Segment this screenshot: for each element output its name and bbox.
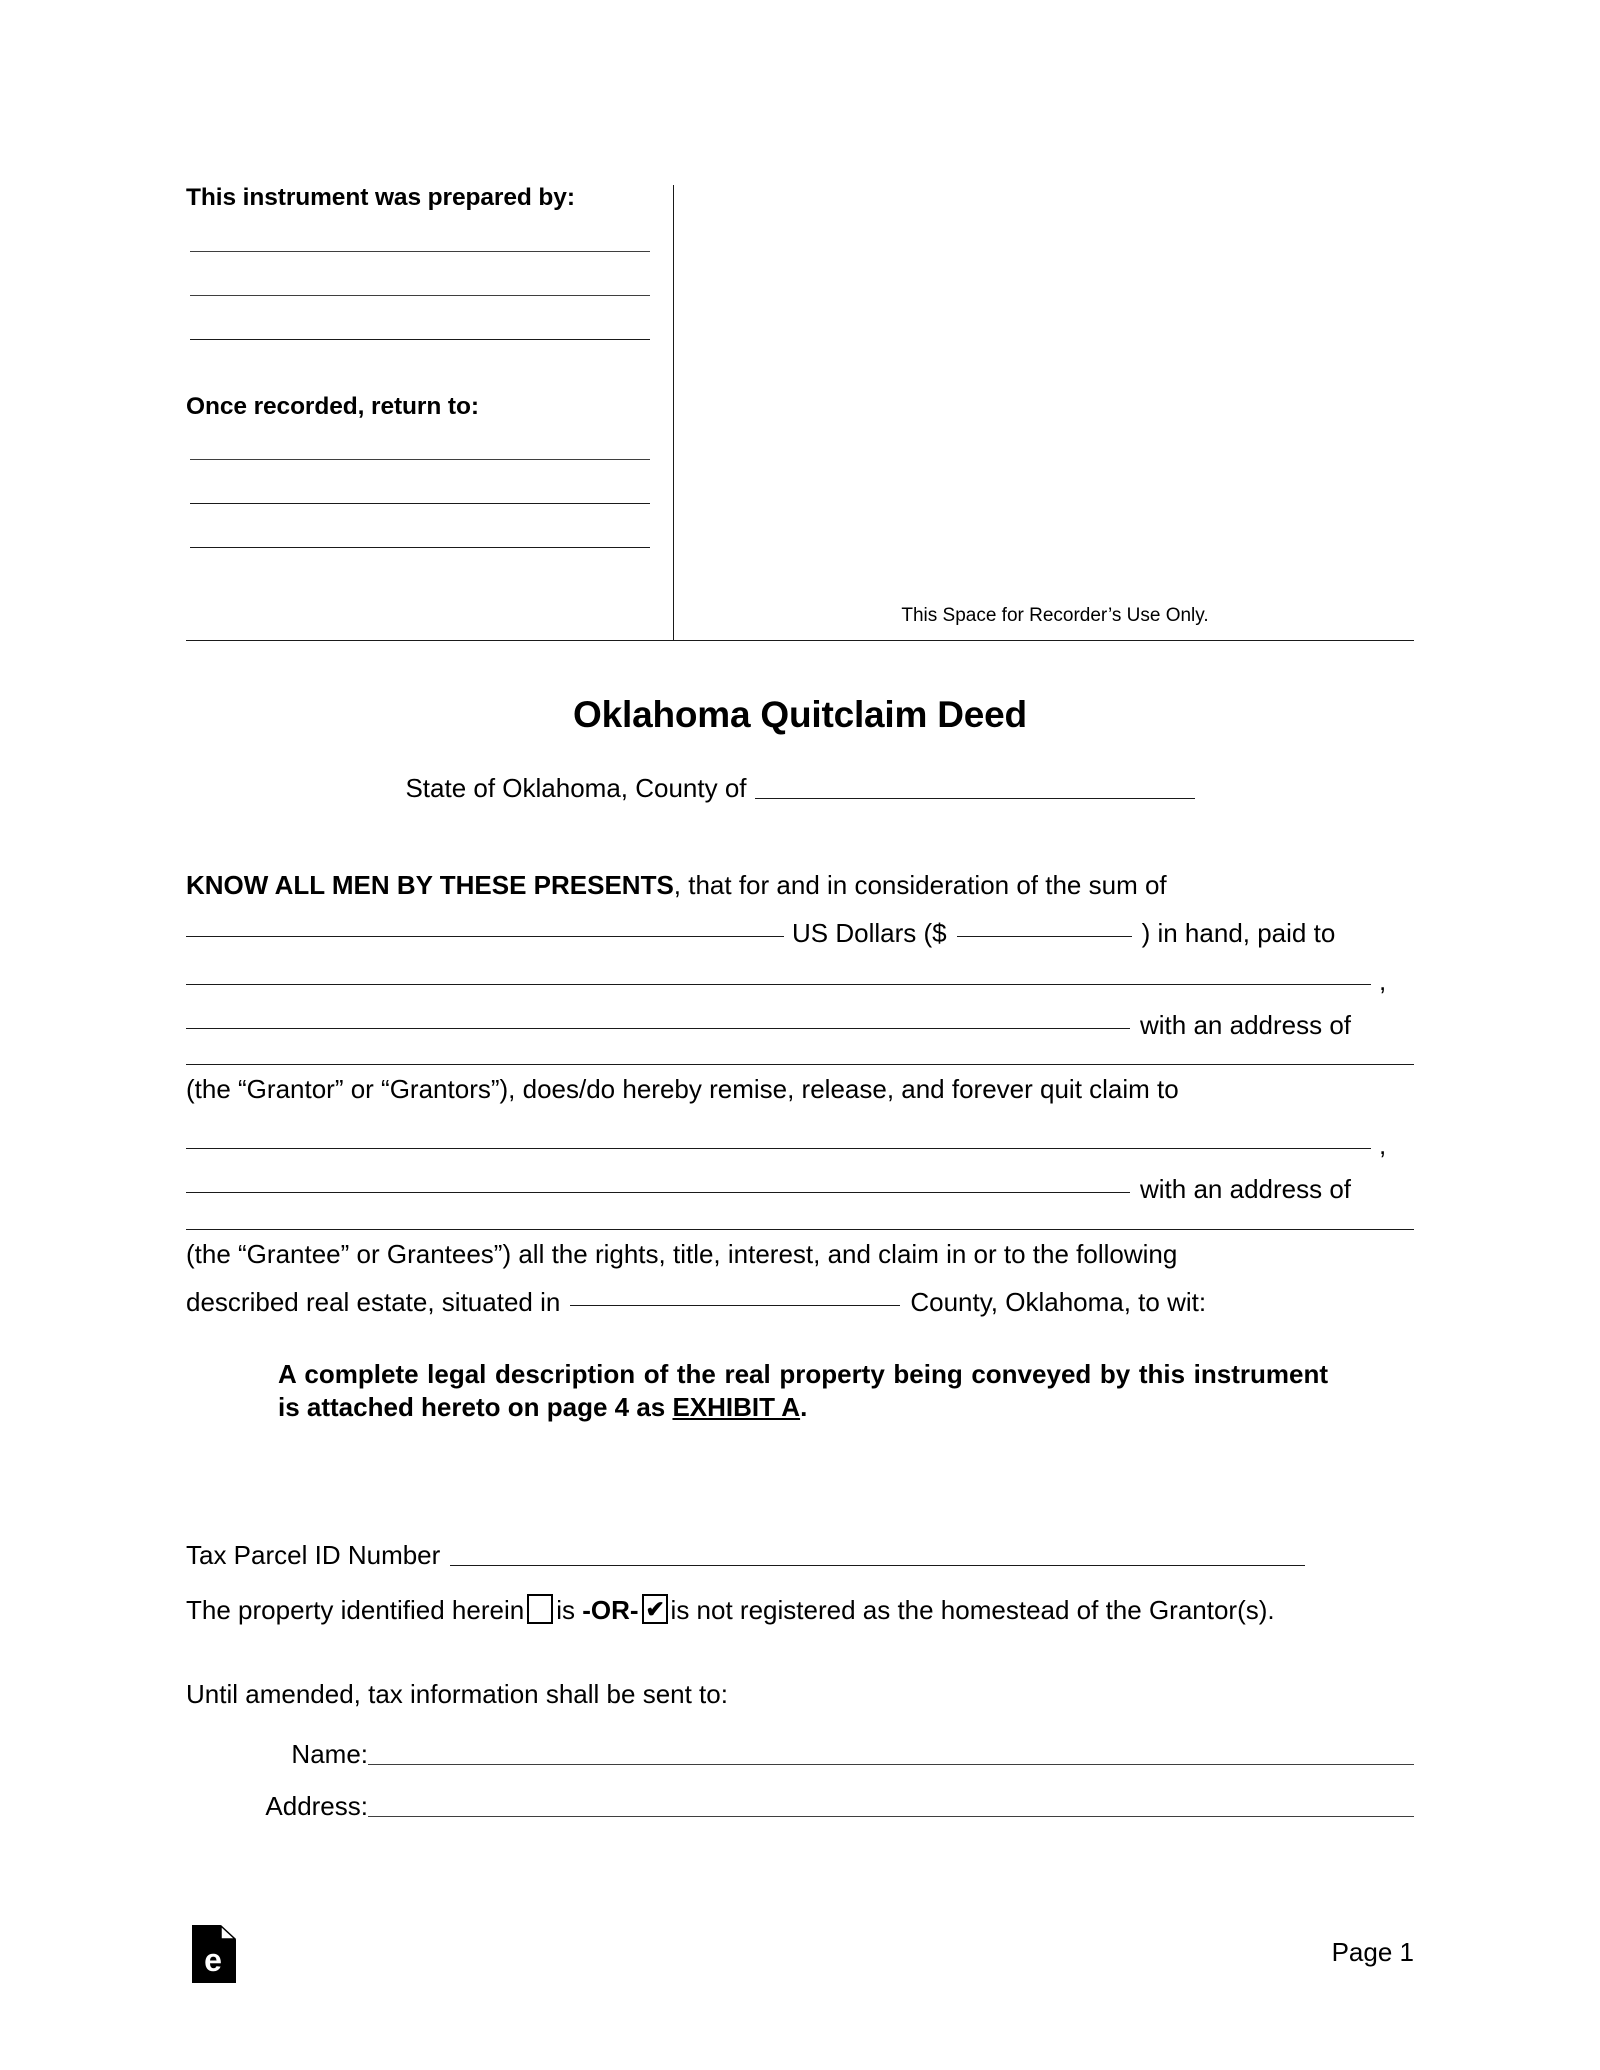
described-suffix-label: County, Oklahoma, to wit:	[910, 1287, 1207, 1317]
consideration-amount-blank[interactable]	[957, 935, 1132, 937]
grantee-address-blank-1[interactable]	[186, 1191, 1130, 1193]
exhibit-a-link: EXHIBIT A	[672, 1392, 801, 1423]
header-bottom-rule	[186, 640, 1414, 641]
consideration-text: , that for and in consideration of the sum of	[673, 870, 1167, 900]
grantor-with-address-label: with an address of	[1140, 1010, 1352, 1040]
return-to-line-3[interactable]	[190, 547, 650, 548]
consideration-words-blank[interactable]	[186, 935, 784, 937]
tax-info-address-label: Address:	[265, 1791, 368, 1821]
prepared-by-label: This instrument was prepared by:	[186, 184, 575, 211]
situated-county-line	[186, 1289, 1206, 1315]
homestead-suffix-label: is not registered as the homestead of the Grantor(s).	[670, 1595, 1275, 1625]
state-county-label: State of Oklahoma, County of	[405, 773, 747, 803]
consideration-amount-line	[186, 920, 1335, 946]
homestead-is-label: is	[556, 1595, 575, 1625]
know-all-men-heading: KNOW ALL MEN BY THESE PRESENTS	[186, 870, 674, 900]
tax-info-name-blank[interactable]	[368, 1738, 1414, 1765]
grantee-with-address-label: with an address of	[1140, 1174, 1352, 1204]
eforms-logo-icon[interactable]	[192, 1925, 236, 1983]
return-to-label: Once recorded, return to:	[186, 393, 479, 420]
prepared-by-line-3[interactable]	[190, 339, 650, 340]
tax-parcel-label: Tax Parcel ID Number	[186, 1540, 441, 1570]
grantor-address-line-1	[186, 1012, 1351, 1038]
in-hand-paid-to-label: ) in hand, paid to	[1141, 918, 1336, 948]
county-input-blank[interactable]	[755, 772, 1195, 799]
homestead-is-checkbox[interactable]	[527, 1594, 553, 1624]
grantee-address-blank-2[interactable]	[186, 1229, 1414, 1230]
exhibit-a-paragraph	[278, 1358, 1328, 1425]
us-dollars-label: US Dollars ($	[792, 918, 947, 948]
tax-info-address-row	[186, 1790, 1414, 1822]
page-title: Oklahoma Quitclaim Deed	[573, 694, 1027, 735]
prepared-by-line-2[interactable]	[190, 295, 650, 296]
consideration-intro-line	[186, 872, 1167, 898]
homestead-prefix-label: The property identified herein	[186, 1595, 525, 1625]
grantee-name-line	[186, 1132, 1386, 1158]
grantor-address-blank-2[interactable]	[186, 1064, 1414, 1065]
situated-county-blank[interactable]	[570, 1304, 900, 1306]
grantor-name-blank[interactable]	[186, 983, 1371, 985]
grantee-name-comma: ,	[1379, 1130, 1387, 1160]
homestead-is-not-checkbox[interactable]	[642, 1594, 668, 1624]
check-icon: ✔	[645, 1596, 665, 1622]
svg-text:e: e	[204, 1942, 222, 1978]
grantor-address-blank-1[interactable]	[186, 1027, 1130, 1029]
grantor-clause-line: (the “Grantor” or “Grantors”), does/do hereby remise, release, and forever quit claim to	[186, 1074, 1179, 1104]
homestead-or-label: -OR-	[582, 1595, 639, 1625]
grantee-name-blank[interactable]	[186, 1147, 1371, 1149]
grantee-address-line-1	[186, 1176, 1351, 1202]
state-county-line	[186, 772, 1414, 804]
page-number: Page 1	[1331, 1937, 1414, 1967]
prepared-by-line-1[interactable]	[190, 251, 650, 252]
recorder-use-note: This Space for Recorder’s Use Only.	[901, 605, 1209, 626]
tax-info-title: Until amended, tax information shall be sent to:	[186, 1679, 728, 1709]
tax-info-address-blank[interactable]	[368, 1790, 1414, 1817]
tax-parcel-input-blank[interactable]	[450, 1539, 1305, 1566]
return-to-line-1[interactable]	[190, 459, 650, 460]
header-vertical-divider	[673, 185, 674, 640]
grantor-name-line	[186, 968, 1386, 994]
described-prefix-label: described real estate, situated in	[186, 1287, 561, 1317]
exhibit-text-before: A complete legal description of the real property being conveyed by this instrument is attached hereto on page 4 as	[278, 1359, 1328, 1423]
tax-info-name-label: Name:	[291, 1739, 368, 1769]
tax-info-name-row	[186, 1738, 1414, 1770]
tax-parcel-row	[186, 1539, 1414, 1571]
grantee-clause-line: (the “Grantee” or Grantees”) all the rights, title, interest, and claim in or to the following	[186, 1239, 1178, 1269]
exhibit-text-after: .	[800, 1392, 808, 1423]
recording-header-block	[186, 185, 1414, 650]
return-to-line-2[interactable]	[190, 503, 650, 504]
grantor-name-comma: ,	[1379, 966, 1387, 996]
homestead-row	[186, 1594, 1426, 1626]
